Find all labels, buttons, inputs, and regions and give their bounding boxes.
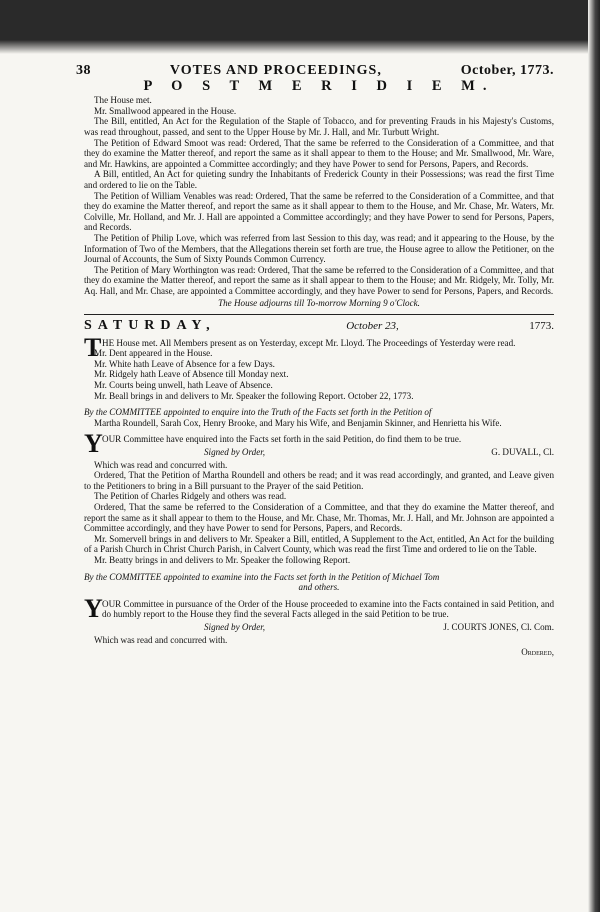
drop-cap: Y [84, 429, 103, 459]
running-header [76, 63, 554, 78]
signature-line [84, 447, 554, 458]
scan-top-border [0, 0, 600, 52]
day-name: SATURDAY, [84, 318, 216, 334]
paragraph: Mr. Dent appeared in the House. [94, 348, 213, 359]
catchword: Ordered, [521, 647, 554, 658]
paragraph: Which was read and concurred with. [94, 459, 228, 470]
signer-name: J. COURTS JONES, Cl. Com. [443, 621, 554, 632]
paragraph: The Bill, entitled, An Act for the Regulation of the Staple of Tobacco, and for preventing Frauds in his Majesty's Customs, was read throughout, passed, and sent to the Upper House by Mr. J. Hall, and Mr. Turbutt Wright. [84, 116, 554, 137]
paragraph: Which was read and concurred with. [94, 634, 228, 645]
page-number: 38 [76, 63, 91, 78]
paragraph: Mr. Beatty brings in and delivers to Mr. Speaker the following Report. [94, 554, 351, 565]
signed-by: Signed by Order, [204, 447, 266, 457]
paragraph: Ordered, That the same be referred to the Consideration of a Committee, and that they do examine the Matter thereof, and report the same as it shall appear to them to the House, and Mr. Chase, Mr. Thomas, Mr. J. Hall, and Mr. Johnson are appointed a Committee accordingly, and they have Power to send for Persons, Papers, and Records. [84, 501, 554, 534]
report-body [84, 593, 554, 623]
report-text: OUR Committee have enquired into the Facts set forth in the said Petition, do find them to be true. [102, 434, 462, 445]
report-petitioners: Martha Roundell, Sarah Cox, Henry Brooke, and Mary his Wife, and Benjamin Skinner, and Henrietta his Wife. [94, 417, 502, 428]
report-committee-line: By the COMMITTEE appointed to examine into the Facts set forth in the Petition of Michael Tom [84, 571, 440, 582]
report-text: OUR Committee in pursuance of the Order of the House proceeded to examine into the Facts contained in said Petition, and do humbly report to the House they find the several Facts alleged in the said Petition to be true. [102, 598, 554, 620]
drop-cap: Y [84, 593, 103, 623]
scan-right-border [588, 0, 600, 912]
adjournment-line: The House adjourns till To-morrow Morning 9 o'Clock. [218, 298, 420, 309]
drop-cap: T [84, 332, 102, 362]
signer-name: G. DUVALL, Cl. [491, 447, 554, 457]
paragraph: Mr. Ridgely hath Leave of Absence till Monday next. [94, 369, 289, 380]
paragraph: Mr. White hath Leave of Absence for a few Days. [94, 358, 275, 369]
paragraph: The House met. [94, 95, 152, 106]
section-divider [84, 314, 554, 315]
running-title: VOTES AND PROCEEDINGS, [169, 63, 382, 78]
post-meridiem-heading: P O S T M E R I D I E M. [143, 77, 495, 94]
day-year: 1773. [529, 320, 554, 333]
page-content [76, 63, 554, 658]
paragraph: The Petition of Philip Love, which was referred from last Session to this day, was read; and it appearing to the House, by the Information of Two of the Members, that the Allegations therein set forth are true, the House agree to allow the Petitioner, on the Journal of Accounts, the Sum of Sixty Pounds Common Currency. [84, 232, 554, 265]
paragraph: Mr. Smallwood appeared in the House. [94, 105, 237, 116]
paragraph: Mr. Somervell brings in and delivers to Mr. Speaker a Bill, entitled, A Supplement to the Act, entitled, An Act for the building of a Parish Church in Christ Church Parish, in Calvert County, which was read the first Time and ordered to lie on the Table. [84, 533, 554, 555]
paragraph: The Petition of Edward Smoot was read: Ordered, That the same be referred to the Consideration of a Committee, and that they do examine the Matter thereof, and report the same as it shall appear to them to the House; and Mr. Smallwood, Mr. Ware, and Mr. Hawkins, are appointed a Committee accordingly; and they have Power to send for Persons, Papers, and Records. [84, 137, 554, 169]
opening-text: HE House met. All Members present as on Yesterday, except Mr. Lloyd. The Proceedings of Yesterday were read. [102, 337, 516, 348]
report-petitioners: and others. [298, 582, 340, 593]
paragraph: Mr. Courts being unwell, hath Leave of Absence. [94, 380, 273, 391]
signature-line [84, 622, 554, 633]
day-date: October 23, [346, 320, 399, 333]
day-heading [84, 318, 554, 334]
paragraph: The Petition of William Venables was read: Ordered, That the same be referred to the Consideration of a Committee, and that they do examine the Matter thereof, and report the same as it shall appear to them to the House, and Mr. Chase, Mr. Waters, Mr. Colville, Mr. Holland, and Mr. J. Hall are appointed a Committee accordingly; and they have Power to send for Persons, Papers, and Records. [84, 190, 554, 233]
paragraph: A Bill, entitled, An Act for quieting sundry the Inhabitants of Frederick County in their Possessions; was read the first Time and ordered to lie on the Table. [84, 169, 554, 190]
signed-by: Signed by Order, [204, 621, 266, 632]
paragraph: The Petition of Charles Ridgely and others was read. [94, 491, 287, 502]
running-date: October, 1773. [460, 63, 554, 78]
paragraph: Ordered, That the Petition of Martha Roundell and others be read; and it was read accordingly, and granted, and Leave given to the Petitioners to bring in a Bill pursuant to the Prayer of the said Petition. [84, 470, 554, 491]
report-committee-line: By the COMMITTEE appointed to enquire into the Truth of the Facts set forth in the Petition of [84, 407, 432, 418]
paragraph: Mr. Beall brings in and delivers to Mr. Speaker the following Report. October 22, 1773. [94, 390, 414, 401]
paragraph: The Petition of Mary Worthington was read: Ordered, That the same be referred to the Consideration of a Committee, and that they do examine the Matter thereof, and report the same as it shall appear to them to the House; and Mr. Ridgely, Mr. Tolly, Mr. Aq. Hall, and Mr. Chase, are appointed a Committee accordingly, and they have Power to send for Persons, Papers, and Records. [84, 264, 554, 296]
